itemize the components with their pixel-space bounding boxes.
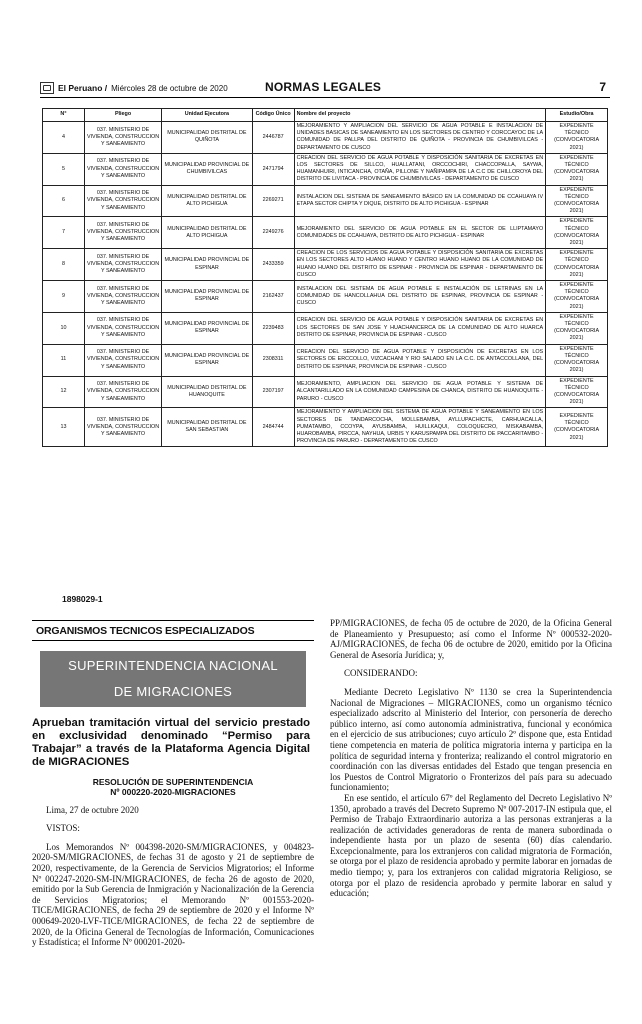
cell-pliego: 037. MINISTERIO DE VIVIENDA, CONSTRUCCION Y SANEAMIENTO <box>84 344 161 376</box>
cell-estudio: EXPEDIENTE TÉCNICO (CONVOCATORIA 2021) <box>546 185 608 217</box>
cell-unidad: MUNICIPALIDAD DISTRITAL DE ALTO PICHIGUA <box>162 217 252 249</box>
table-row <box>43 122 608 154</box>
col-header-codigo: Código Único <box>252 109 294 122</box>
cell-pliego: 037. MINISTERIO DE VIVIENDA, CONSTRUCCION Y SANEAMIENTO <box>84 153 161 185</box>
cell-number: 7 <box>43 217 85 249</box>
table-row <box>43 408 608 447</box>
table-row <box>43 249 608 281</box>
page-number: 7 <box>599 80 606 94</box>
page-header <box>40 80 610 96</box>
cell-codigo: 2162437 <box>252 281 294 313</box>
cell-estudio: EXPEDIENTE TÉCNICO (CONVOCATORIA 2021) <box>546 249 608 281</box>
cell-unidad: MUNICIPALIDAD PROVINCIAL DE ESPINAR <box>162 249 252 281</box>
cell-codigo: 2249276 <box>252 217 294 249</box>
resolution-line-1: RESOLUCIÓN DE SUPERINTENDENCIA <box>92 776 254 787</box>
cell-nombre: INSTALACION DEL SISTEMA DE SANEAMIENTO BÁSICO EN LA COMUNIDAD DE CCAHUAYA IV ETAPA SECTOR CHIPTA Y DIQUE, DISTRITO DE ALTO PICHIGUA - ESPINAR <box>294 185 546 217</box>
cell-unidad: MUNICIPALIDAD PROVINCIAL DE ESPINAR <box>162 312 252 344</box>
right-column <box>330 618 612 899</box>
cell-estudio: EXPEDIENTE TÉCNICO (CONVOCATORIA 2021) <box>546 122 608 154</box>
section-title: NORMAS LEGALES <box>265 80 382 94</box>
considerando-heading: CONSIDERANDO: <box>344 668 418 679</box>
table-body <box>43 122 608 447</box>
cell-codigo: 2307197 <box>252 376 294 408</box>
document-number: 1898029-1 <box>62 594 103 604</box>
cell-nombre: MEJORAMIENTO DEL SERVICIO DE AGUA POTABLE EN EL SECTOR DE LLIPTAMAYO COMUNIDADES DE CCAHUAYA, DISTRITO DE ALTO PICHIGUA - ESPINAR <box>294 217 546 249</box>
institution-banner <box>40 651 306 707</box>
projects-table <box>42 108 608 447</box>
cell-estudio: EXPEDIENTE TÉCNICO (CONVOCATORIA 2021) <box>546 408 608 447</box>
cell-codigo: 2471794 <box>252 153 294 185</box>
cell-pliego: 037. MINISTERIO DE VIVIENDA, CONSTRUCCION Y SANEAMIENTO <box>84 312 161 344</box>
cell-nombre: CREACION DEL SERVICIO DE AGUA POTABLE Y DISPOSICIÓN SANITARIA DE EXCRETAS EN LOS SECTORES DE SAN JOSE Y HUACHANCERCA DE LA COMUNIDAD DE ALTO HUARCA DISTRITO DE ESPINAR, PROVINCIA DE ESPINAR - CUSCO <box>294 312 546 344</box>
table-row <box>43 344 608 376</box>
col-header-pliego: Pliego <box>84 109 161 122</box>
cell-number: 9 <box>43 281 85 313</box>
cell-codigo: 2308311 <box>252 344 294 376</box>
cell-number: 10 <box>43 312 85 344</box>
cell-unidad: MUNICIPALIDAD PROVINCIAL DE ESPINAR <box>162 281 252 313</box>
cell-unidad: MUNICIPALIDAD DISTRITAL DE SAN SEBASTIAN <box>162 408 252 447</box>
cell-nombre: CREACION DE LOS SERVICIOS DE AGUA POTABLE Y DISPOSICIÓN SANITARIA DE EXCRETAS EN LOS SECTORES ALTO HUANO HUANO Y CENTRO HUANO HUANO DE LA COMUNIDAD DE HUANO HUANO DEL DISTRITO DE ESPINAR - PROVINCIA DE ESPINAR - DEPARTAMENTO DE CUSCO <box>294 249 546 281</box>
paragraph-1: PP/MIGRACIONES, de fecha 05 de octubre de 2020, de la Oficina General de Planeamiento y Presupuesto; así como el Informe Nº 000532-2020-AJ/MIGRACIONES, de fecha 06 de octubre de 2020, emitido por la Oficina General de Asesoría Jurídica; y, <box>330 618 612 660</box>
cell-codigo: 2484744 <box>252 408 294 447</box>
col-header-nombre: Nombre del proyecto <box>294 109 546 122</box>
table-row <box>43 281 608 313</box>
col-header-estudio: Estudio/Obra <box>546 109 608 122</box>
cell-pliego: 037. MINISTERIO DE VIVIENDA, CONSTRUCCION Y SANEAMIENTO <box>84 281 161 313</box>
cell-estudio: EXPEDIENTE TÉCNICO (CONVOCATORIA 2021) <box>546 217 608 249</box>
cell-nombre: MEJORAMIENTO Y AMPLIACION DEL SERVICIO DE AGUA POTABLE E INSTALACION DE UNIDADES BASICAS DE SANEAMIENTO EN LOS SECTORES DE CENTRO Y CORCCAYOC DE LA COMUNIDAD DE PALLPA DEL DISTRITO DE QUIÑOTA - PROVINCIA DE CHUMBIVILCAS - DEPARTAMENTO DE CUSCO <box>294 122 546 154</box>
cell-number: 13 <box>43 408 85 447</box>
cell-number: 12 <box>43 376 85 408</box>
cell-pliego: 037. MINISTERIO DE VIVIENDA, CONSTRUCCION Y SANEAMIENTO <box>84 122 161 154</box>
cell-pliego: 037. MINISTERIO DE VIVIENDA, CONSTRUCCION Y SANEAMIENTO <box>84 217 161 249</box>
cell-nombre: MEJORAMIENTO, AMPLIACION DEL SERVICIO DE AGUA POTABLE Y SISTEMA DE ALCANTARILLADO EN LA COMUNIDAD CAMPESINA DE CHANCA, DISTRITO DE HUANOQUITE - PARURO - CUSCO <box>294 376 546 408</box>
table-row <box>43 153 608 185</box>
table-row <box>43 217 608 249</box>
cell-pliego: 037. MINISTERIO DE VIVIENDA, CONSTRUCCION Y SANEAMIENTO <box>84 376 161 408</box>
cell-nombre: INSTALACION DEL SISTEMA DE AGUA POTABLE E INSTALACIÓN DE LETRINAS EN LA COMUNIDAD DE HANCOLLAHUA DEL DISTRITO DE ESPINAR, PROVINCIA DE ESPINAR - CUSCO <box>294 281 546 313</box>
vistos-paragraph: Los Memorandos Nº 004398-2020-SM/MIGRACIONES, y 004823-2020-SM/MIGRACIONES, de fechas 31 de agosto y 21 de septiembre de 2020, respectivamente, de la Gerencia de Servicios Migratorios; el Informe Nº 002247-2020-SM-IN/MIGRACIONES, de fecha 26 de agosto de 2020, emitido por la Sub Gerencia de Inmigración y Nacionalización de la Gerencia de Servicios Migratorios; el Memorando Nº 001553-2020-TICE/MIGRACIONES, de fecha 29 de septiembre de 2020 y el Informe Nº 000649-2020-LVF-TICE/MIGRACIONES, de fecha 22 de septiembre de 2020, de la Oficina General de Tecnologías de Información, Comunicaciones y Estadística; el Informe Nº 000201-2020- <box>32 841 314 948</box>
cell-number: 5 <box>43 153 85 185</box>
cell-unidad: MUNICIPALIDAD PROVINCIAL DE ESPINAR <box>162 344 252 376</box>
cell-unidad: MUNICIPALIDAD PROVINCIAL DE CHUMBIVILCAS <box>162 153 252 185</box>
cell-estudio: EXPEDIENTE TÉCNICO (CONVOCATORIA 2021) <box>546 376 608 408</box>
cell-unidad: MUNICIPALIDAD DISTRITAL DE QUIÑOTA <box>162 122 252 154</box>
article-title: Aprueban tramitación virtual del servicio prestado en exclusividad denominado “Permiso para Trabajar” a través de la Plataforma Agencia Digital de MIGRACIONES <box>32 716 310 768</box>
cell-nombre: CREACION DEL SERVICIO DE AGUA POTABLE Y DISPOSICIÓN DE EXCRETAS EN LOS SECTORES DE ERCCOLLO, VIZCACHANI Y RIO SALADO EN LA C.C. DE ANTACCOLLANA, DEL DISTRITO DE ESPINAR, PROVINCIA DE ESPINAR - CUSCO <box>294 344 546 376</box>
header-rule <box>40 97 610 98</box>
place-date: Lima, 27 de octubre 2020 <box>46 804 139 815</box>
cell-codigo: 2269271 <box>252 185 294 217</box>
vistos-heading: VISTOS: <box>46 823 80 834</box>
banner-line-1: SUPERINTENDENCIA NACIONAL <box>68 657 278 673</box>
cell-nombre: CREACION DEL SERVICIO DE AGUA POTABLE Y DISPOSICIÓN SANITARIA DE EXCRETAS EN LOS SECTORES DE SILLCO, HUALLATANI, ORCCOCHIRI, CHACCOPALLA, SAYWA, HUAMANHUIRI, INTICANCHA, OTAÑA, PILLONE Y NAÑIPAMPA DE LA C.C DE CHILLOROYA DEL DISTRITO DE LIVITACA - PROVINCIA DE CHUMBIVILCAS - DEPARTAMENTO DE CUSCO <box>294 153 546 185</box>
cell-unidad: MUNICIPALIDAD DISTRITAL DE ALTO PICHIGUA <box>162 185 252 217</box>
col-header-n: N° <box>43 109 85 122</box>
table-row <box>43 376 608 408</box>
cell-codigo: 2239483 <box>252 312 294 344</box>
table-row <box>43 185 608 217</box>
cell-estudio: EXPEDIENTE TÉCNICO (CONVOCATORIA 2021) <box>546 344 608 376</box>
cell-number: 11 <box>43 344 85 376</box>
resolution-line-2: Nº 000220-2020-MIGRACIONES <box>110 786 236 797</box>
cell-number: 4 <box>43 122 85 154</box>
header-publication <box>40 82 228 94</box>
cell-estudio: EXPEDIENTE TÉCNICO (CONVOCATORIA 2021) <box>546 153 608 185</box>
cell-pliego: 037. MINISTERIO DE VIVIENDA, CONSTRUCCION Y SANEAMIENTO <box>84 408 161 447</box>
table-header-row <box>43 109 608 122</box>
banner-line-2: DE MIGRACIONES <box>113 683 233 699</box>
col-header-unidad: Unidad Ejecutora <box>162 109 252 122</box>
publication-name: El Peruano / <box>58 83 108 93</box>
cell-estudio: EXPEDIENTE TÉCNICO (CONVOCATORIA 2021) <box>546 312 608 344</box>
table-row <box>43 312 608 344</box>
paragraph-3: En ese sentido, el artículo 67º del Reglamento del Decreto Legislativo Nº 1350, aprobado a través del Decreto Supremo Nº 007-2017-IN estipula que, el Permiso de Trabajo Extraordinario autoriza a las personas extranjeras a la realización de actividades generadoras de renta de manera subordinada o independiente hasta por un plazo de sesenta (60) días calendario. Excepcionalmente, para los extranjeros con calidad migratoria de Formación, se otorga por el plazo de residencia aprobado y permite laborar en jornadas de medio tiempo; y, para los extranjeros con calidad migratoria Religioso, se otorga por el plazo de residencia aprobado y permite laborar en salud y educación; <box>330 792 612 899</box>
cell-pliego: 037. MINISTERIO DE VIVIENDA, CONSTRUCCION Y SANEAMIENTO <box>84 185 161 217</box>
cell-number: 8 <box>43 249 85 281</box>
paragraph-2: Mediante Decreto Legislativo Nº 1130 se crea la Superintendencia Nacional de Migraciones – MIGRACIONES, como un organismo técnico especializado adscrito al Ministerio del Interior, con personería de derecho público interno, así como autonomía administrativa, funcional y económica en el ejercicio de sus atribuciones; cuyo artículo 2º dispone que, esta Entidad tiene competencia en materia de política migratoria interna y participa en la política de seguridad interna y fronteriza; realizando el control migratorio en coordinación con las diversas entidades del Estado que tengan presencia en los Puestos de Control Migratorio o Fronterizos del país para su adecuado funcionamiento; <box>330 686 612 793</box>
left-column <box>32 620 314 948</box>
newspaper-logo-icon <box>40 82 54 94</box>
cell-pliego: 037. MINISTERIO DE VIVIENDA, CONSTRUCCION Y SANEAMIENTO <box>84 249 161 281</box>
cell-number: 6 <box>43 185 85 217</box>
resolution-heading <box>32 777 314 797</box>
cell-estudio: EXPEDIENTE TÉCNICO (CONVOCATORIA 2021) <box>546 281 608 313</box>
section-heading: ORGANISMOS TECNICOS ESPECIALIZADOS <box>32 620 314 641</box>
publication-date: Miércoles 28 de octubre de 2020 <box>111 83 228 93</box>
cell-nombre: MEJORAMIENTO Y AMPLIACION DEL SISTEMA DE AGUA POTABLE Y SANEAMIENTO EN LOS SECTORES DE TANDARCOCHA, MOLLEBAMBA, AYLLUPACHICTE, CARHUACALLA, PUMATAMBO, CCOYPA, AYUSBAMBA, HUILLKAQUI, COLOQUECRO, MISKABAMBA, HUAROBAMBA, PIRCCA, NAYHUA, URBIS Y KARUSPAMPA DEL DISTRITO DE PACCARITAMBO - PROVINCIA DE PARURO - DEPARTAMENTO DE CUSCO <box>294 408 546 447</box>
cell-codigo: 2446787 <box>252 122 294 154</box>
cell-unidad: MUNICIPALIDAD DISTRITAL DE HUANOQUITE <box>162 376 252 408</box>
cell-codigo: 2433359 <box>252 249 294 281</box>
